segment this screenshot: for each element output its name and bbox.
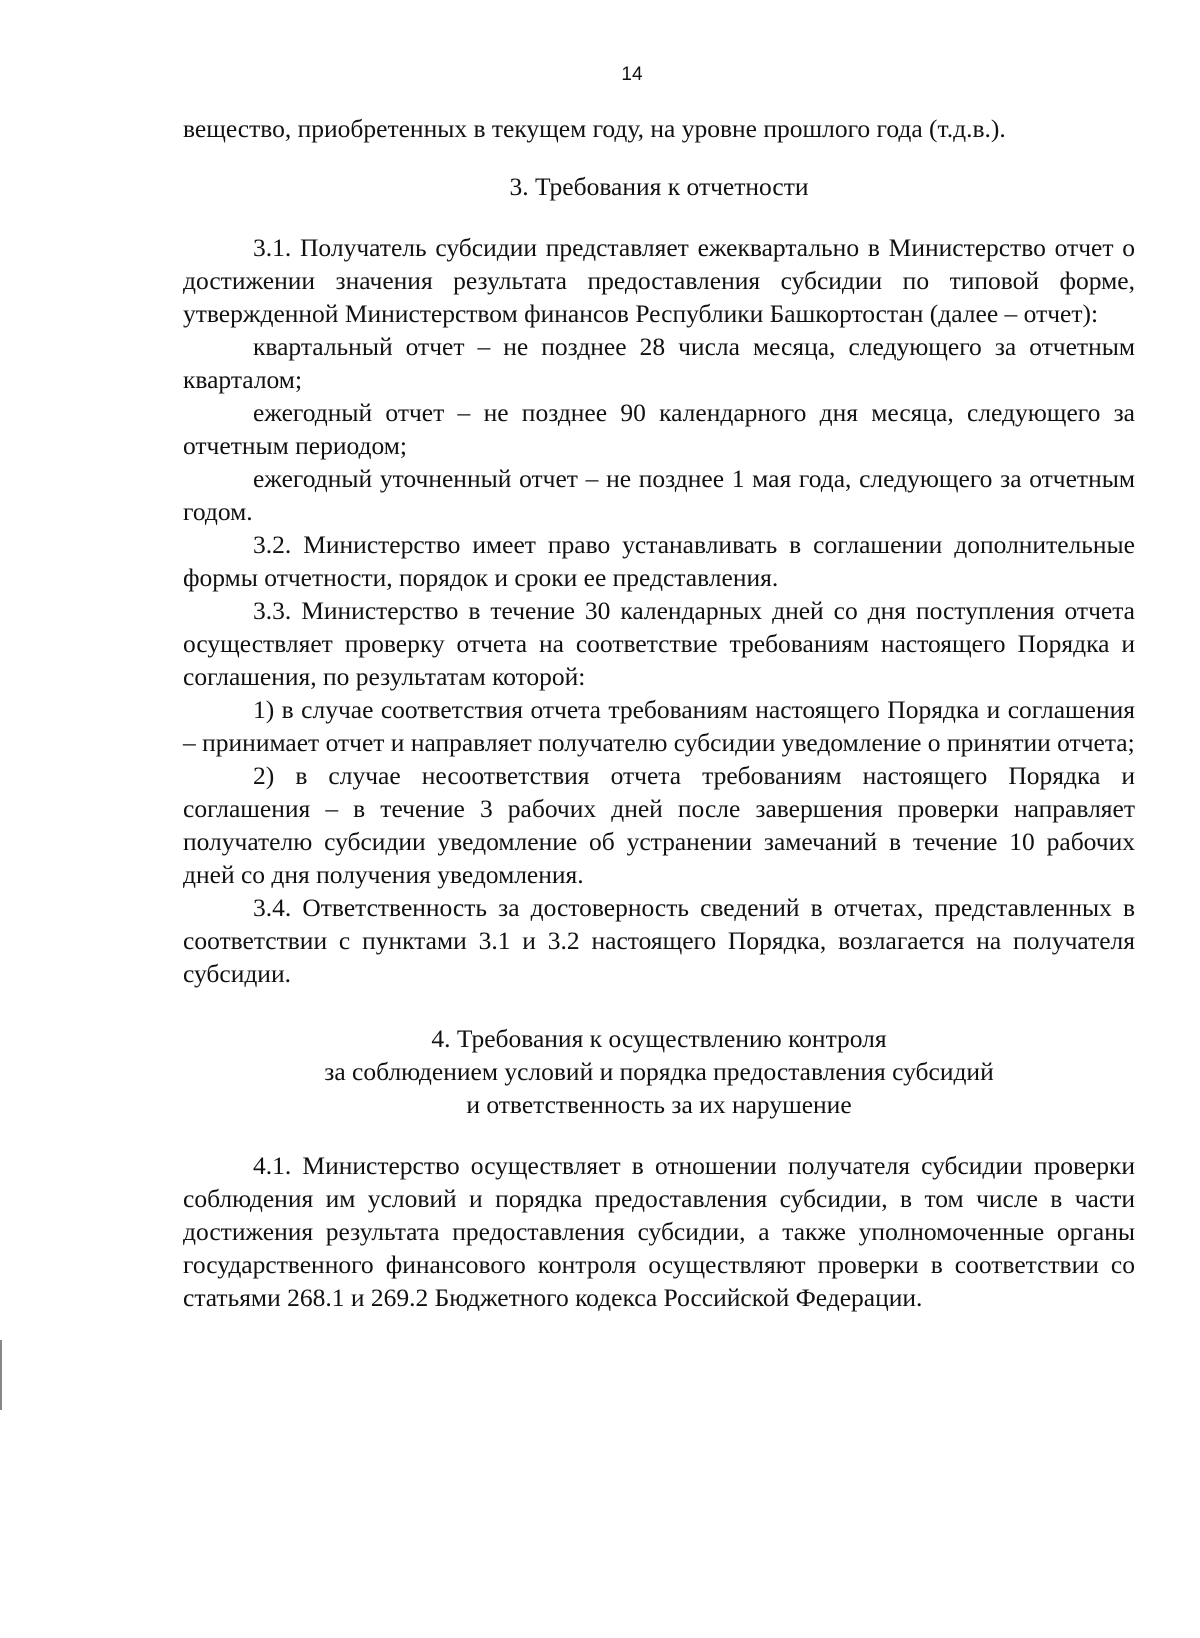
section-4-heading-line-2: за соблюдением условий и порядка предоставления субсидий [324,1057,994,1086]
paragraph-annual-report: ежегодный отчет – не позднее 90 календарного дня месяца, следующего за отчетным периодом; [183,398,1135,460]
lead-paragraph: вещество, приобретенных в текущем году, на уровне прошлого года (т.д.в.). [183,114,1006,143]
paragraph-3-3-item-2: 2) в случае несоответствия отчета требованиям настоящего Порядка и соглашения – в течение 3 рабочих дней после завершения проверки направляет получателю субсидии уведомление об устранении замечаний в течение 10 рабочих дней со дня получения уведомления. [183,761,1135,889]
paragraph-3-3: 3.3. Министерство в течение 30 календарных дней со дня поступления отчета осуществляет проверку отчета на соответствие требованиям настоящего Порядка и соглашения, по результатам которой: [183,596,1135,691]
paragraph-annual-refined-report: ежегодный уточненный отчет – не позднее 1 мая года, следующего за отчетным годом. [183,464,1135,526]
section-3-heading: 3. Требования к отчетности [509,172,809,201]
page-number: 14 [621,64,643,85]
paragraph-quarterly-report: квартальный отчет – не позднее 28 числа месяца, следующего за отчетным кварталом; [183,332,1135,394]
paragraph-3-4: 3.4. Ответственность за достоверность сведений в отчетах, представленных в соответствии с пунктами 3.1 и 3.2 настоящего Порядка, возлагается на получателя субсидии. [183,893,1135,988]
section-4-heading [183,1022,1135,1121]
paragraph-4-1: 4.1. Министерство осуществляет в отношении получателя субсидии проверки соблюдения им условий и порядка предоставления субсидии, в том числе в части достижения результата предоставления субсидии, а также уполномоченные органы государственного финансового контроля осуществляют проверки в соответствии со статьями 268.1 и 269.2 Бюджетного кодекса Российской Федерации. [183,1151,1135,1312]
section-4-heading-line-3: и ответственность за их нарушение [466,1090,852,1119]
section-4-heading-line-1: 4. Требования к осуществлению контроля [431,1024,887,1053]
scan-edge-mark [0,1340,2,1410]
paragraph-3-2: 3.2. Министерство имеет право устанавливать в соглашении дополнительные формы отчетности, порядок и сроки ее представления. [183,530,1135,592]
document-body [183,112,1135,1314]
paragraph-3-3-item-1: 1) в случае соответствия отчета требованиям настоящего Порядка и соглашения – принимает отчет и направляет получателю субсидии уведомление о принятии отчета; [183,695,1135,757]
paragraph-3-1: 3.1. Получатель субсидии представляет ежеквартально в Министерство отчет о достижении значения результата предоставления субсидии по типовой форме, утвержденной Министерством финансов Республики Башкортостан (далее – отчет): [183,233,1135,328]
